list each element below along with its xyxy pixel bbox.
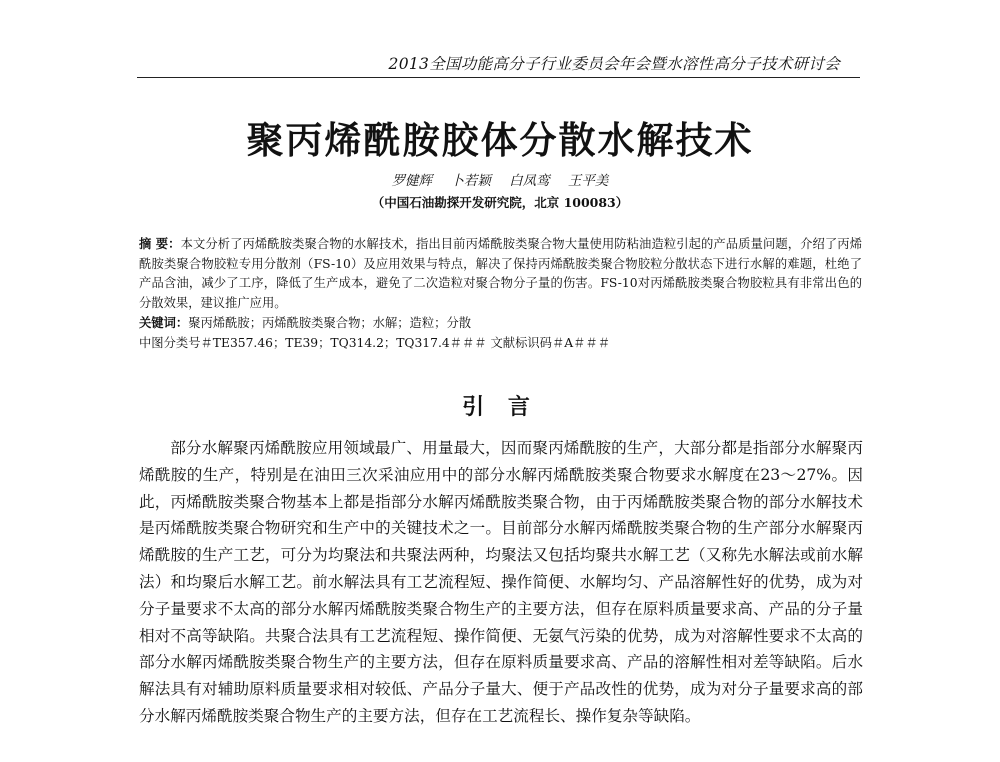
- body-paragraph: 部分水解聚丙烯酰胺应用领域最广、用量最大，因而聚丙烯酰胺的生产，大部分都是指部分水解聚丙烯酰胺的生产，特别是在油田三次采油应用中的部分水解丙烯酰胺类聚合物要求水解度在23～27%。因此，丙烯酰胺类聚合物基本上都是指部分水解丙烯酰胺类聚合物，由于丙烯酰胺类聚合物的部分水解技术是丙烯酰胺类聚合物研究和生产中的关键技术之一。目前部分水解丙烯酰胺类聚合物的生产部分水解聚丙烯酰胺的生产工艺，可分为均聚法和共聚法两种，均聚法又包括均聚共水解工艺（又称先水解法或前水解法）和均聚后水解工艺。前水解法具有工艺流程短、操作简便、水解均匀、产品溶解性好的优势，成为对分子量要求不太高的部分水解丙烯酰胺类聚合物生产的主要方法，但存在原料质量要求高、产品的分子量相对不高等缺陷。共聚合法具有工艺流程短、操作简便、无氨气污染的优势，成为对溶解性要求不太高的部分水解丙烯酰胺类聚合物生产的主要方法，但存在原料质量要求高、产品的溶解性相对差等缺陷。后水解法具有对辅助原料质量要求相对较低、产品分子量大、便于产品改性的优势，成为对分子量要求高的部分水解丙烯酰胺类聚合物生产的主要方法，但存在工艺流程长、操作复杂等缺陷。: [139, 439, 863, 725]
- running-header: 2013全国功能高分子行业委员会年会暨水溶性高分子技术研讨会: [388, 55, 840, 73]
- keywords: [139, 313, 862, 333]
- page-cutoff: [0, 755, 1000, 762]
- header-divider: [137, 77, 860, 78]
- keywords-label: 关键词：: [139, 315, 189, 330]
- paper-title: 聚丙烯酰胺胶体分散水解技术: [246, 119, 754, 162]
- abstract-text: 本文分析了丙烯酰胺类聚合物的水解技术，指出目前丙烯酰胺类聚合物大量使用防粘油造粒引起的产品质量问题，介绍了丙烯酰胺类聚合物胶粒专用分散剂（FS-10）及应用效果与特点，解决了保持丙烯酰胺类聚合物胶粒分散状态下进行水解的难题，杜绝了产品含油，减少了工序，降低了生产成本，避免了二次造粒对聚合物分子量的伤害。FS-10对丙烯酰胺类聚合物胶粒具有非常出色的分散效果，建议推广应用。: [139, 237, 862, 310]
- classification-codes: 中图分类号＃TE357.46；TE39；TQ314.2；TQ317.4＃＃＃ 文献标识码＃A＃＃＃: [139, 336, 611, 350]
- abstract-label: 摘 要：: [139, 236, 181, 251]
- keywords-text: 聚丙烯酰胺；丙烯酰胺类聚合物；水解；造粒；分散: [188, 316, 472, 330]
- paper-authors: 罗健辉 卜若颖 白凤鸾 王平美: [391, 173, 609, 189]
- section-heading: 引 言: [462, 395, 538, 420]
- paper-affiliation: （中国石油勘探开发研究院，北京 100083）: [371, 195, 629, 210]
- abstract: [139, 234, 862, 313]
